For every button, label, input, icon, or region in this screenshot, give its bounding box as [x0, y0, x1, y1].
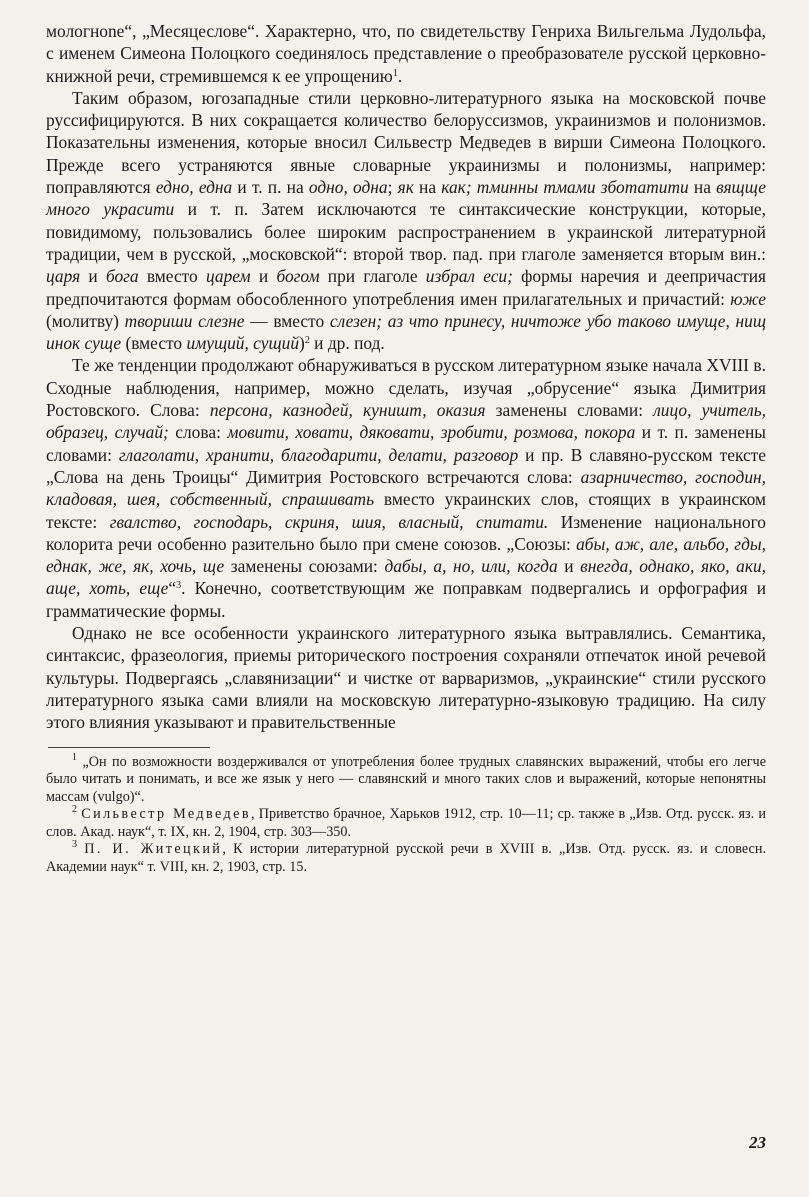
- text-run: . Конечно, соответствующим же поправкам подвергались и орфография и грамматические формы.: [46, 578, 767, 621]
- italic-term: внегда, однако, яко, аки, аще, хоть, еще: [46, 556, 767, 599]
- italic-term: как; тминны тмами зботатити: [441, 177, 689, 198]
- italic-term: гвалство, господарь, скриня, шия, власный, спитати.: [109, 511, 549, 532]
- text-run: Таким образом, югозападные стили церковно-литературного языка на московской почве руссифицируются. В них сокращается количество белоруссизмов, украинизмов и полонизмов. Показательны изменения, которые вносил Сильвестр Медведев в вирши Симеона Полоцкого. Прежде всего устраняются явные словарные украинизмы и полонизмы, например: поправляются: [46, 87, 766, 198]
- footnote-divider: [48, 747, 210, 748]
- text-run: при глаголе: [319, 266, 426, 287]
- text-run: на: [413, 177, 442, 198]
- italic-term: вящще много украсити: [46, 177, 766, 220]
- italic-term: избрал еси;: [425, 266, 513, 287]
- footnote: [46, 751, 766, 807]
- text-run: ;: [387, 177, 398, 198]
- text-run: Изменение национального колорита речи особенно разительно было при смене союзов. „Союзы:: [46, 511, 766, 554]
- italic-term: юже: [730, 288, 766, 309]
- italic-term: лицо, учитель, образец, случай;: [46, 400, 766, 443]
- text-run: , Приветство брачное, Харьков 1912, стр. 10—11; ср. также в „Изв. Отд. русск. яз. и слов. Акад. наук“, т. IX, кн. 2, 1904, стр. 303—350.: [46, 806, 766, 840]
- italic-term: бога: [105, 266, 139, 287]
- text-run: Те же тенденции продолжают обнаруживаться в русском литературном языке начала XVIII в. Сходные наблюдения, например, можно сделать, изучая „обрусение“ языка Димитрия Ростовского. Слова:: [46, 355, 766, 421]
- text-run: вместо: [138, 266, 206, 287]
- paragraph: [46, 622, 766, 733]
- italic-term: глаголати, хранити, благодарити, делати, разговор: [118, 444, 519, 465]
- paragraph: [46, 87, 766, 355]
- text-run: и т. п. Затем исключаются те синтаксические конструкции, которые, повидимому, пользовались более широким распространением в украинской литературной традиции, чем в русской, „московской“: второй твор. пад. при глаголе заменяется вторым вин.:: [46, 199, 766, 264]
- footnote: [46, 806, 766, 841]
- text-run: и: [250, 266, 277, 287]
- footnotes: [46, 751, 766, 877]
- text-run: и т. п. на: [232, 177, 309, 198]
- text-run: и др. под.: [309, 333, 385, 354]
- italic-term: як: [397, 177, 414, 198]
- text-run: слова:: [168, 422, 228, 443]
- italic-term: едно, една: [155, 177, 233, 198]
- text-run: “: [168, 578, 177, 599]
- text-run: вместо украинских слов, стоящих в украинском тексте:: [46, 489, 766, 532]
- author-name: Сильвестр Медведев: [81, 806, 251, 823]
- text-run: мологнone“, „Месяцеслове“. Характерно, что, по свидетельству Генриха Вильгельма Лудольфа, с именем Симеона Полоцкого соединялось представление о преобразователе русской церковно-книжной речи, стремившемся к ее упрощению: [46, 21, 766, 86]
- italic-term: дабы, а, но, или, когда: [384, 556, 558, 577]
- text-run: на: [688, 177, 717, 198]
- text-run: Однако не все особенности украинского литературного языка вытравлялись. Семантика, синтаксис, фразеология, приемы риторического построения сохраняли отпечаток иной речевой культуры. Подвергаясь „славянизации“ и чистке от варваризмов, „украинские“ стили русского литературного языка сами влияли на московскую литературно-языковую традицию. На силу этого влияния указывают и правительственные: [46, 623, 766, 733]
- text-run: и: [557, 556, 581, 577]
- page-number: 23: [749, 1133, 766, 1152]
- footnote-marker: 3: [72, 839, 77, 851]
- footnote-marker: 3: [176, 580, 182, 592]
- italic-term: слезен; аз что принесу, ничтоже убо таково имуще, нищ инок суще: [46, 310, 766, 354]
- footnote-marker: 1: [392, 67, 398, 79]
- italic-term: царем: [205, 266, 251, 287]
- italic-term: азарничество, господин, кладовая, шея, собственный, спрашивать: [46, 466, 766, 510]
- text-run: — вместо: [244, 310, 330, 331]
- text-run: заменены союзами:: [224, 556, 385, 577]
- italic-term: абы, аж, але, альбо, гды, еднак, же, як, хочь, ще: [46, 533, 766, 577]
- paragraph: [46, 354, 766, 622]
- text-run: и пр. В славяно-русском тексте „Слова на день Троицы“ Димитрия Ростовского встречаются слова:: [46, 444, 766, 487]
- paragraph: [46, 20, 766, 87]
- footnote-marker: 2: [72, 804, 77, 816]
- text-run: „Он по возможности воздерживался от употребления более трудных славянских выражений, чтобы его легче было читать и понимать, и все же язык у него — славянский и много таких слов и выражений, которые непонятны массам (vulgo)“.: [46, 753, 766, 805]
- italic-term: одно, одна: [308, 177, 388, 198]
- italic-term: мовити, ховати, дяковати, зробити, розмова, покора: [227, 422, 636, 443]
- footnote-marker: 1: [72, 751, 77, 763]
- italic-term: твориши слезне: [124, 310, 245, 331]
- text-run: , К истории литературной русской речи в XVIII в. „Изв. Отд. русск. яз. и словесн. Академии наук“ т. VIII, кн. 2, 1903, стр. 15.: [46, 841, 766, 876]
- text-run: ): [299, 333, 305, 354]
- italic-term: персона, казнодей, куништ, оказия: [209, 400, 486, 421]
- italic-term: богом: [276, 266, 320, 287]
- italic-term: царя: [46, 266, 81, 287]
- text-run: и т. п. заменены словами:: [46, 422, 766, 465]
- footnote: [46, 841, 766, 876]
- body-text: [46, 20, 766, 734]
- text-run: (вместо: [121, 333, 187, 354]
- text-run: формы наречия и деепричастия предпочитаются формам обособленного употребления имен прилагательных и причастий:: [46, 266, 766, 309]
- text-run: .: [397, 65, 403, 86]
- text-run: и: [80, 266, 106, 287]
- author-name: П. И. Житецкий: [84, 841, 223, 858]
- italic-term: имущий, сущий: [186, 333, 300, 354]
- text-run: заменены словами:: [485, 400, 654, 421]
- footnote-marker: 2: [304, 335, 310, 347]
- text-run: (молитву): [46, 310, 125, 331]
